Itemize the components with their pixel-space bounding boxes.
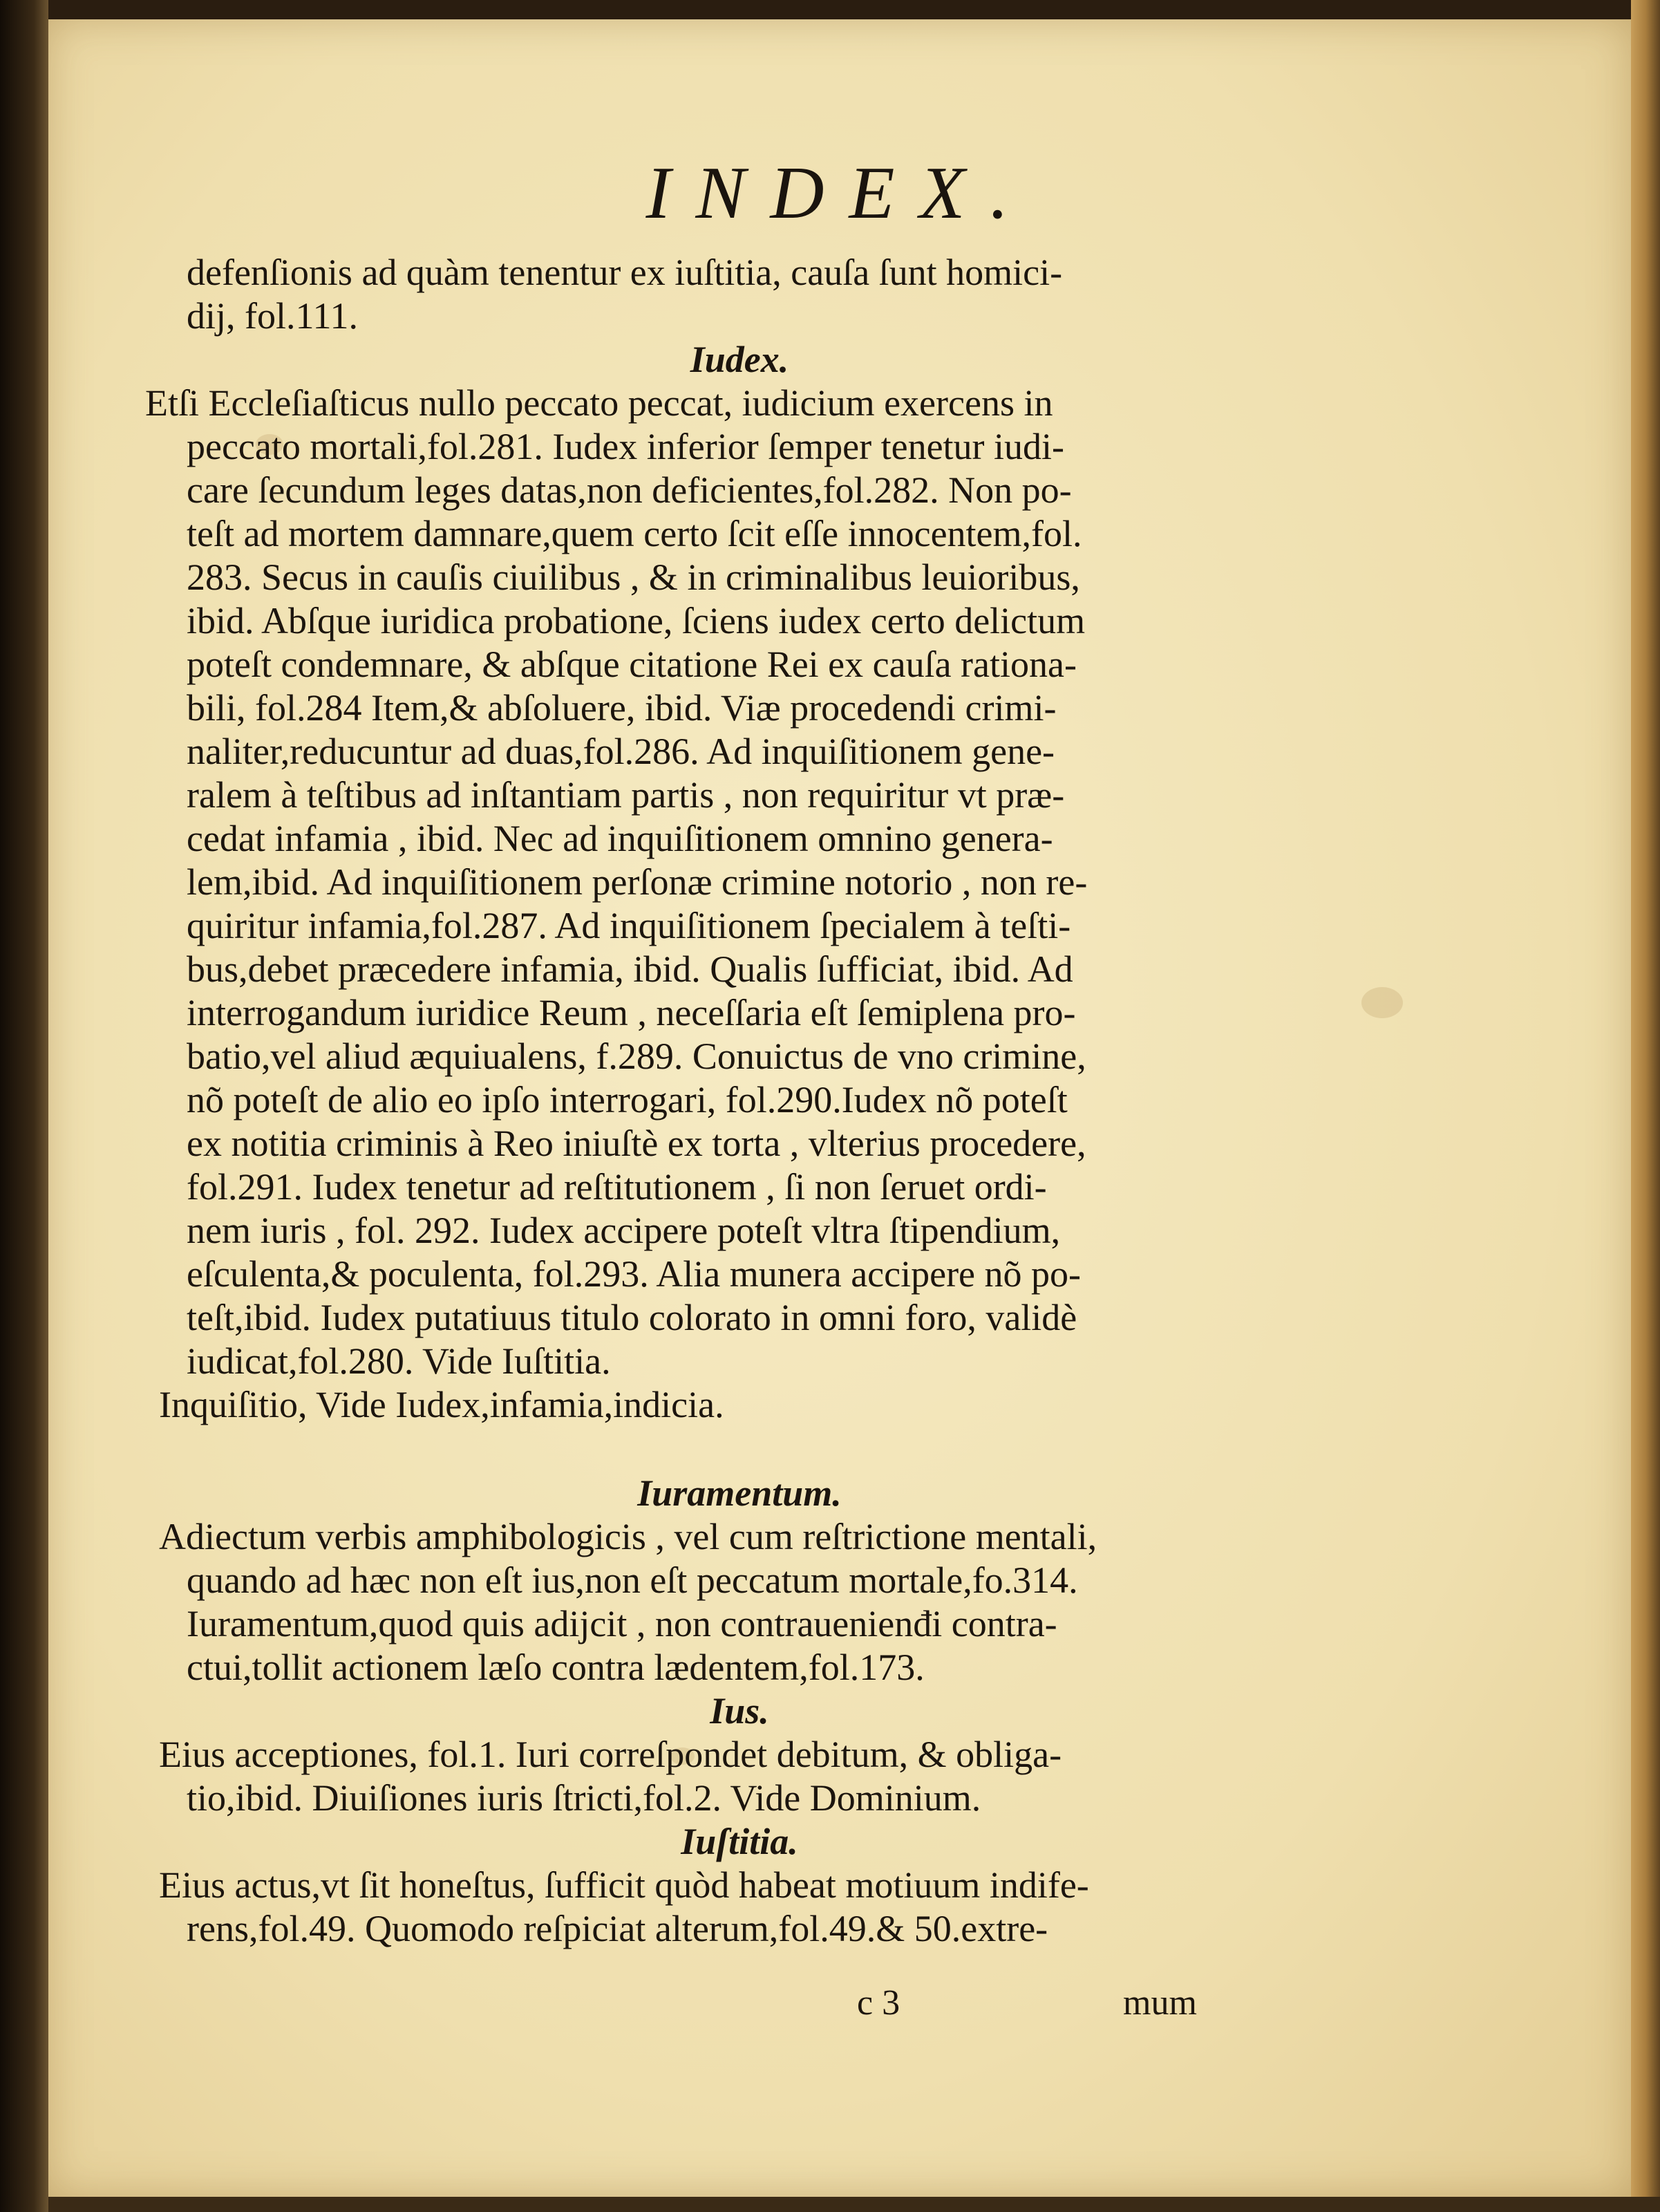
catchword: mum: [1123, 1983, 1197, 2023]
index-line: Etſi Eccleſiaſticus nullo peccato peccat, iudicium exercens in: [145, 382, 1053, 424]
index-line: interrogandum iuridice Reum , neceſſaria eſt ſemiplena pro-: [187, 992, 1076, 1033]
index-line: bus,debet præcedere infamia, ibid. Qualis ſufficiat, ibid. Ad: [187, 948, 1073, 990]
index-line: batio,vel aliud æquiualens, f.289. Conuictus de vno crimine,: [187, 1035, 1086, 1077]
index-line: ex notitia criminis à Reo iniuſtè ex torta , vlterius procedere,: [187, 1123, 1086, 1164]
index-line: peccato mortali,fol.281. Iudex inferior ſemper tenetur iudi-: [187, 426, 1065, 467]
index-line: ibid. Abſque iuridica probatione, ſciens iudex certo delictum: [187, 600, 1086, 641]
index-line: quiritur infamia,fol.287. Ad inquiſitionem ſpecialem à teſti-: [187, 905, 1071, 946]
blank-line: [145, 1427, 1334, 1472]
index-line: teſt,ibid. Iudex putatiuus titulo colorato in omni foro, validè: [187, 1297, 1077, 1338]
index-line: rens,fol.49. Quomodo reſpiciat alterum,fol.49.& 50.extre-: [187, 1908, 1048, 1949]
index-line: ctui,tollit actionem læſo contra lædentem,fol.173.: [187, 1647, 925, 1688]
index-line: nem iuris , fol. 292. Iudex accipere poteſt vltra ſtipendium,: [187, 1210, 1061, 1251]
index-line: iudicat,fol.280. Vide Iuſtitia.: [187, 1340, 611, 1382]
page-edge-bottom: [48, 2197, 1660, 2212]
index-line: cedat infamia , ibid. Nec ad inquiſitionem omnino genera-: [187, 818, 1053, 859]
index-line: teſt ad mortem damnare,quem certo ſcit eſſe innocentem,fol.: [187, 513, 1082, 554]
index-line: Adiectum verbis amphibologicis , vel cum reſtrictione mentali,: [159, 1516, 1097, 1557]
index-line: Iuramentum,quod quis adijcit , non contrauenienđi contra-: [187, 1603, 1057, 1644]
index-line: 283. Secus in cauſis ciuilibus , & in criminalibus leuioribus,: [187, 556, 1080, 598]
index-line: quando ad hæc non eſt ius,non eſt peccatum mortale,fo.314.: [187, 1559, 1078, 1601]
index-line: care ſecundum leges datas,non deficientes,fol.282. Non po-: [187, 469, 1072, 511]
index-line: Eius actus,vt ſit honeſtus, ſufficit quòd habeat motiuum indife-: [159, 1864, 1089, 1906]
page-edge-right: [1631, 0, 1660, 2212]
index-heading: Ius.: [710, 1690, 769, 1732]
index-line: nõ poteſt de alio eo ipſo interrogari, fol.290.Iudex nõ poteſt: [187, 1079, 1068, 1121]
index-line: ralem à teſtibus ad inſtantiam partis , non requiritur vt præ-: [187, 774, 1065, 816]
index-line: naliter,reducuntur ad duas,fol.286. Ad inquiſitionem gene-: [187, 731, 1055, 772]
index-line: tio,ibid. Diuiſiones iuris ſtricti,fol.2. Vide Dominium.: [187, 1777, 981, 1819]
index-line: Inquiſitio, Vide Iudex,infamia,indicia.: [159, 1384, 724, 1425]
index-line: poteſt condemnare, & abſque citatione Rei ex cauſa rationa-: [187, 644, 1077, 685]
index-heading: Iudex.: [690, 339, 789, 380]
book-spine-left: [0, 0, 48, 2212]
book-page: [48, 19, 1631, 2197]
index-line: eſculenta,& poculenta, fol.293. Alia munera accipere nõ po-: [187, 1253, 1081, 1295]
index-line: lem,ibid. Ad inquiſitionem perſonæ crimine notorio , non re-: [187, 861, 1088, 903]
index-text-block: [145, 251, 1334, 1951]
index-heading: Iuramentum.: [637, 1472, 842, 1514]
index-heading: Iuſtitia.: [681, 1821, 798, 1862]
index-line: Eius acceptiones, fol.1. Iuri correſpondet debitum, & obliga-: [159, 1734, 1062, 1775]
index-line: fol.291. Iudex tenetur ad reſtitutionem , ſi non ſeruet ordi-: [187, 1166, 1047, 1208]
index-line: defenſionis ad quàm tenentur ex iuſtitia, cauſa ſunt homici-: [187, 252, 1063, 293]
index-line: dij, fol.111.: [187, 295, 358, 337]
signature-mark: c 3: [857, 1983, 900, 2023]
index-line: bili, fol.284 Item,& abſoluere, ibid. Viæ procedendi crimi-: [187, 687, 1057, 729]
foxing-spot: [1361, 987, 1403, 1018]
page-header: INDEX.: [645, 152, 1034, 234]
